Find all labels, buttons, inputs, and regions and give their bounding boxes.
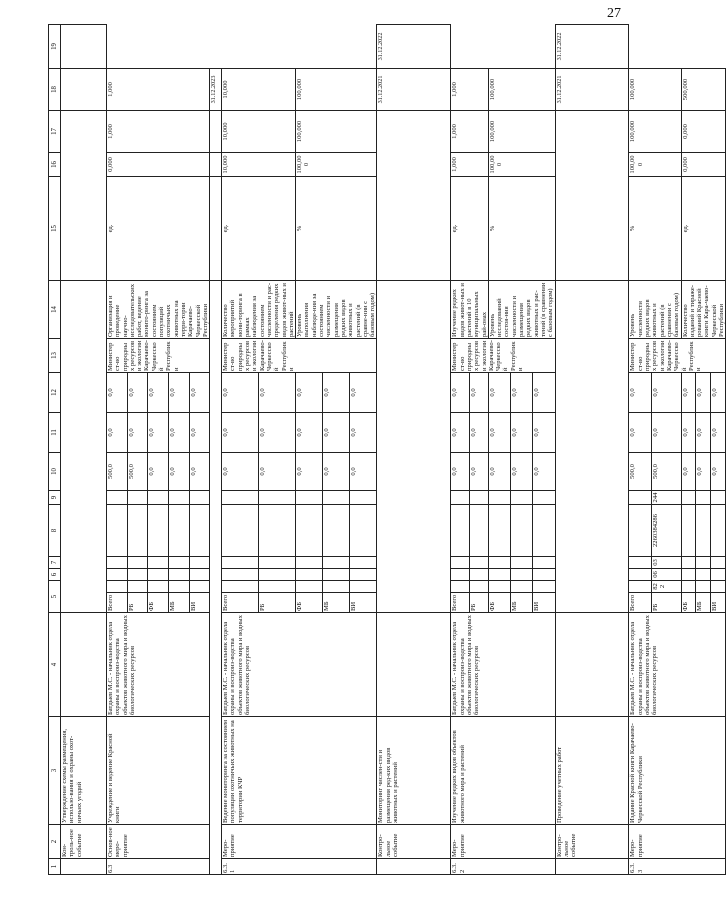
code-grbs bbox=[511, 581, 533, 593]
code-vr bbox=[533, 491, 555, 505]
unit-2: % bbox=[296, 177, 377, 281]
event-kind: Контро-льное событие bbox=[377, 825, 451, 859]
responsible: Батдыев М.С. - начальник отдела охраны и воспроиз-водства объектов животного мира и водных биологических ресурсов bbox=[629, 613, 726, 717]
value-2022: 0,0 bbox=[296, 413, 323, 453]
column-header-10: 10 bbox=[49, 453, 61, 491]
code-csr bbox=[451, 505, 470, 557]
code-grbs bbox=[107, 581, 128, 593]
date-18 bbox=[61, 25, 107, 69]
date-18: 31.12.2022 bbox=[555, 25, 629, 69]
target-2022: 1,000 bbox=[107, 111, 210, 153]
code-csr bbox=[222, 505, 259, 557]
code-vr bbox=[711, 491, 726, 505]
responsible bbox=[377, 613, 451, 717]
plan-table bbox=[48, 24, 726, 875]
value-2023: 0,0 bbox=[511, 373, 533, 413]
value-2021: 0,0 bbox=[533, 453, 555, 491]
unit-2: ед. bbox=[681, 177, 726, 281]
code-rz bbox=[629, 569, 652, 581]
code-vr bbox=[189, 491, 210, 505]
funding-source: Всего bbox=[222, 593, 259, 613]
control-event-row bbox=[555, 25, 629, 875]
date-19: 31.12.2023 bbox=[210, 69, 222, 111]
indicator: Количество мероприятий мони-торинга в рамках наблюдения за состоянием численности и рас-пределения редких видов живот-ных и растений bbox=[222, 281, 296, 339]
funding-source: МБ bbox=[696, 593, 711, 613]
code-csr bbox=[323, 505, 350, 557]
code-vr bbox=[323, 491, 350, 505]
event-kind: Контро-льное событие bbox=[555, 825, 629, 859]
value-2023: 0,0 bbox=[470, 373, 489, 413]
value-2022: 0,0 bbox=[350, 413, 377, 453]
funding-source: ВИ bbox=[350, 593, 377, 613]
value-2023: 0,0 bbox=[189, 373, 210, 413]
date-17 bbox=[210, 153, 222, 177]
value-2022: 0,0 bbox=[107, 413, 128, 453]
code-rz bbox=[511, 569, 533, 581]
value-2022: 0,0 bbox=[696, 413, 711, 453]
code-vr: 244 bbox=[652, 491, 681, 505]
column-header-14: 14 bbox=[49, 281, 61, 339]
code-vr bbox=[107, 491, 128, 505]
funding-source: МБ bbox=[168, 593, 189, 613]
event-name: Мониторинг числен-сти и размещения ред-ких видов животных и растений bbox=[377, 717, 451, 825]
code-pr bbox=[168, 557, 189, 569]
row-number: 6.3.1 bbox=[222, 859, 377, 875]
event-kind: Основ-ное меро-приятие bbox=[107, 825, 210, 859]
code-csr bbox=[189, 505, 210, 557]
row-number bbox=[61, 859, 107, 875]
code-grbs bbox=[323, 581, 350, 593]
code-grbs bbox=[451, 581, 470, 593]
value-2023: 0,0 bbox=[652, 373, 681, 413]
indicator: Изучение редких видов живот-ных и растений в 10 муниципальных рай-онах bbox=[451, 281, 488, 339]
funding-source: МБ bbox=[511, 593, 533, 613]
value-2022: 0,0 bbox=[470, 413, 489, 453]
empty-cell bbox=[555, 111, 629, 281]
date-17: 31.12.2021 bbox=[377, 69, 451, 111]
code-vr bbox=[350, 491, 377, 505]
unit: ед. bbox=[222, 177, 296, 281]
code-pr bbox=[488, 557, 510, 569]
value-2022: 0,0 bbox=[488, 413, 510, 453]
code-rz bbox=[533, 569, 555, 581]
value-2022: 0,0 bbox=[259, 413, 296, 453]
value-2021: 500,0 bbox=[629, 453, 652, 491]
date-17 bbox=[61, 69, 107, 111]
code-csr bbox=[148, 505, 169, 557]
value-2021: 500,0 bbox=[652, 453, 681, 491]
column-header-17: 17 bbox=[49, 111, 61, 153]
indicator: Уровень численности редких видов животных и растений (в сравнении с базовым годом) bbox=[629, 281, 681, 339]
value-2023: 0,0 bbox=[711, 373, 726, 413]
target-2023-b: 500,000 bbox=[681, 69, 726, 111]
responsible bbox=[555, 613, 629, 717]
executor: Министерст-во природных ресурсов и экологии Карачаево-Черкесской Республики bbox=[107, 339, 210, 373]
event-kind: Меро-приятие bbox=[629, 825, 726, 859]
date-18 bbox=[210, 111, 222, 153]
target-2023-b: 100,000 bbox=[296, 69, 377, 111]
value-2023: 0,0 bbox=[127, 373, 148, 413]
code-grbs bbox=[296, 581, 323, 593]
value-2022: 0,0 bbox=[652, 413, 681, 453]
empty-cell bbox=[210, 177, 222, 281]
code-pr bbox=[189, 557, 210, 569]
empty-cell bbox=[210, 281, 222, 875]
table-row bbox=[49, 25, 61, 875]
table-row bbox=[629, 25, 652, 875]
column-header-19: 19 bbox=[49, 25, 61, 69]
target-2022-b: 100,000 bbox=[296, 111, 377, 153]
code-grbs bbox=[148, 581, 169, 593]
code-csr bbox=[296, 505, 323, 557]
value-2023: 0,0 bbox=[296, 373, 323, 413]
date-18: 31.12.2022 bbox=[377, 25, 451, 69]
value-2022: 0,0 bbox=[127, 413, 148, 453]
value-2021: 500,0 bbox=[107, 453, 128, 491]
event-kind: Кон-троль-ное событие bbox=[61, 825, 107, 859]
table-row bbox=[210, 25, 222, 875]
code-rz bbox=[350, 569, 377, 581]
code-csr bbox=[350, 505, 377, 557]
indicator: Организация и проведение научно-исследовательских работ, ведение монито-ринга за состоянием популяций охотничьих животных на терри-тории Карачаево-Черкесской Республики bbox=[107, 281, 210, 339]
indicator-2: Количество изданий и тираже-рований Красной книги Кара-чаево-Черкесской Республики bbox=[681, 281, 726, 339]
target-2023-b: 100,000 bbox=[488, 69, 555, 111]
code-rz bbox=[323, 569, 350, 581]
page-number: 27 bbox=[607, 6, 621, 21]
column-header-9: 9 bbox=[49, 491, 61, 505]
code-grbs bbox=[350, 581, 377, 593]
responsible: Батдыев М.С. - начальник отдела охраны и воспроиз-водства объектов животного мира и водных биологических ресурсов bbox=[107, 613, 210, 717]
value-2021: 0,0 bbox=[148, 453, 169, 491]
code-vr bbox=[511, 491, 533, 505]
code-vr bbox=[451, 491, 470, 505]
value-2021: 0,0 bbox=[350, 453, 377, 491]
funding-source: Всего bbox=[107, 593, 128, 613]
code-csr bbox=[488, 505, 510, 557]
target-2022: 1,000 bbox=[451, 111, 488, 153]
value-2022: 0,0 bbox=[168, 413, 189, 453]
column-header-15: 15 bbox=[49, 177, 61, 281]
column-header-8: 8 bbox=[49, 505, 61, 557]
code-grbs bbox=[711, 581, 726, 593]
code-csr bbox=[696, 505, 711, 557]
funding-source: Всего bbox=[451, 593, 470, 613]
target-2021: 100,000 bbox=[629, 153, 681, 177]
code-grbs bbox=[222, 581, 259, 593]
code-csr bbox=[681, 505, 696, 557]
column-header-13: 13 bbox=[49, 339, 61, 373]
funding-source: ФБ bbox=[148, 593, 169, 613]
code-grbs bbox=[681, 581, 696, 593]
code-pr bbox=[629, 557, 652, 569]
code-grbs bbox=[470, 581, 489, 593]
code-pr bbox=[148, 557, 169, 569]
value-2022: 0,0 bbox=[189, 413, 210, 453]
value-2021: 0,0 bbox=[168, 453, 189, 491]
code-pr bbox=[107, 557, 128, 569]
value-2021: 0,0 bbox=[296, 453, 323, 491]
code-vr bbox=[259, 491, 296, 505]
column-header-6: 6 bbox=[49, 569, 61, 581]
measure-name: Издание Красной книги Карачаево-Черкесской Республики bbox=[629, 717, 726, 825]
value-2021: 0,0 bbox=[488, 453, 510, 491]
measure-name: Учреждение и ведение Красной книги bbox=[107, 717, 210, 825]
row-number: 6.3.3 bbox=[629, 859, 726, 875]
value-2021: 0,0 bbox=[222, 453, 259, 491]
target-2022: 10,000 bbox=[222, 111, 296, 153]
code-grbs bbox=[127, 581, 148, 593]
event-kind: Меро-приятие bbox=[451, 825, 555, 859]
empty-cell bbox=[555, 281, 629, 613]
responsible: Батдыев М.С. - начальник отдела охраны и воспроиз-водства объектов животного мира и водных биологических ресурсов bbox=[451, 613, 555, 717]
empty-cell bbox=[61, 111, 107, 281]
row-number: 6.3 bbox=[107, 859, 210, 875]
code-pr bbox=[323, 557, 350, 569]
code-rz bbox=[681, 569, 696, 581]
table-body bbox=[49, 25, 726, 875]
code-pr bbox=[470, 557, 489, 569]
value-2022: 0,0 bbox=[629, 413, 652, 453]
code-rz bbox=[148, 569, 169, 581]
column-header-5: 5 bbox=[49, 581, 61, 613]
target-2022-b: 100,000 bbox=[488, 111, 555, 153]
code-pr bbox=[350, 557, 377, 569]
target-2021-b: 0,000 bbox=[681, 153, 726, 177]
code-csr bbox=[127, 505, 148, 557]
code-csr bbox=[107, 505, 128, 557]
code-pr bbox=[127, 557, 148, 569]
measure-name: Изучение редких видов объектов животного мира и растений bbox=[451, 717, 555, 825]
target-2021: 10,000 bbox=[222, 153, 296, 177]
value-2023: 0,0 bbox=[259, 373, 296, 413]
unit-2: % bbox=[488, 177, 555, 281]
row-number: 6.3.2 bbox=[451, 859, 555, 875]
funding-source: ВИ bbox=[189, 593, 210, 613]
value-2021: 0,0 bbox=[259, 453, 296, 491]
target-2023: 1,000 bbox=[107, 69, 210, 111]
code-vr bbox=[681, 491, 696, 505]
value-2023: 0,0 bbox=[168, 373, 189, 413]
measure-name: Ведение мониторинга за состоянием популяции охотничьих животных на территории КЧР bbox=[222, 717, 377, 825]
value-2023: 0,0 bbox=[696, 373, 711, 413]
value-2023: 0,0 bbox=[488, 373, 510, 413]
value-2021: 0,0 bbox=[189, 453, 210, 491]
code-grbs bbox=[488, 581, 510, 593]
funding-source: РБ bbox=[470, 593, 489, 613]
value-2021: 0,0 bbox=[451, 453, 470, 491]
code-grbs bbox=[189, 581, 210, 593]
code-csr bbox=[168, 505, 189, 557]
event-kind: Меро-приятие bbox=[222, 825, 377, 859]
code-grbs bbox=[168, 581, 189, 593]
column-header-18: 18 bbox=[49, 69, 61, 111]
code-grbs: 822 bbox=[652, 581, 681, 593]
column-header-11: 11 bbox=[49, 413, 61, 453]
code-rz bbox=[711, 569, 726, 581]
code-vr bbox=[296, 491, 323, 505]
date-17: 31.12.2021 bbox=[555, 69, 629, 111]
value-2022: 0,0 bbox=[222, 413, 259, 453]
control-event-row bbox=[377, 25, 451, 875]
row-number bbox=[377, 859, 451, 875]
target-2022: 100,000 bbox=[629, 111, 681, 153]
value-2023: 0,0 bbox=[148, 373, 169, 413]
code-rz bbox=[296, 569, 323, 581]
indicator-2: Уровень выполнения наблюде-ния за состоянием численности и размещения редких видов животных и растений (в сравне-нии с базовым годом) bbox=[296, 281, 377, 339]
funding-source: Всего bbox=[629, 593, 652, 613]
executor: Министерст-во природных ресурсов и экологии Карачаево-Черкесской Республики bbox=[629, 339, 726, 373]
column-header-12: 12 bbox=[49, 373, 61, 413]
value-2022: 0,0 bbox=[681, 413, 696, 453]
value-2023: 0,0 bbox=[533, 373, 555, 413]
code-csr bbox=[533, 505, 555, 557]
code-rz bbox=[488, 569, 510, 581]
table-row bbox=[107, 25, 128, 875]
value-2021: 0,0 bbox=[323, 453, 350, 491]
value-2022: 0,0 bbox=[148, 413, 169, 453]
code-vr bbox=[488, 491, 510, 505]
code-csr bbox=[470, 505, 489, 557]
code-pr bbox=[296, 557, 323, 569]
row-number bbox=[555, 859, 629, 875]
funding-source: ВИ bbox=[533, 593, 555, 613]
code-rz bbox=[222, 569, 259, 581]
unit: ед. bbox=[107, 177, 210, 281]
value-2023: 0,0 bbox=[107, 373, 128, 413]
code-pr bbox=[681, 557, 696, 569]
target-2021-b: 100,000 bbox=[296, 153, 377, 177]
column-header-7: 7 bbox=[49, 557, 61, 569]
code-csr bbox=[629, 505, 652, 557]
executor: Министерст-во природных ресурсов и экологии Карачаево-Черкесской Республики bbox=[222, 339, 377, 373]
table-row bbox=[451, 25, 470, 875]
code-pr bbox=[259, 557, 296, 569]
code-vr bbox=[127, 491, 148, 505]
value-2022: 0,0 bbox=[323, 413, 350, 453]
code-vr bbox=[470, 491, 489, 505]
value-2021: 500,0 bbox=[127, 453, 148, 491]
funding-source: ФБ bbox=[296, 593, 323, 613]
target-2022-b: 0,000 bbox=[681, 111, 726, 153]
target-2021: 0,000 bbox=[107, 153, 210, 177]
code-pr bbox=[222, 557, 259, 569]
code-vr bbox=[222, 491, 259, 505]
value-2021: 0,0 bbox=[681, 453, 696, 491]
value-2021: 0,0 bbox=[711, 453, 726, 491]
responsible: Батдыев М.С. - начальник отдела охраны и воспроиз-водства объектов животного мира и водных биологических ресурсов bbox=[222, 613, 377, 717]
code-vr bbox=[696, 491, 711, 505]
target-2023: 10,000 bbox=[222, 69, 296, 111]
code-pr bbox=[711, 557, 726, 569]
value-2022: 0,0 bbox=[533, 413, 555, 453]
control-event-row bbox=[61, 25, 107, 875]
rotated-table-container bbox=[48, 32, 726, 875]
code-rz bbox=[696, 569, 711, 581]
indicator-2: Уровень исследований состоя-ния численности и размещения редких видов животных и рас-тений (в сравнении с базовым годом) bbox=[488, 281, 555, 339]
code-pr: 03 bbox=[652, 557, 681, 569]
value-2022: 0,0 bbox=[451, 413, 470, 453]
empty-cell bbox=[377, 111, 451, 281]
event-name: Проведение учетных работ bbox=[555, 717, 629, 825]
column-header-4: 4 bbox=[49, 613, 61, 717]
code-grbs bbox=[259, 581, 296, 593]
column-header-2: 2 bbox=[49, 825, 61, 859]
code-csr: 2260384286 bbox=[652, 505, 681, 557]
column-header-1: 1 bbox=[49, 859, 61, 875]
value-2023: 0,0 bbox=[629, 373, 652, 413]
target-2021-b: 100,000 bbox=[488, 153, 555, 177]
funding-source: ВИ bbox=[711, 593, 726, 613]
code-pr bbox=[511, 557, 533, 569]
code-pr bbox=[696, 557, 711, 569]
code-vr bbox=[629, 491, 652, 505]
code-rz bbox=[259, 569, 296, 581]
table-row bbox=[222, 25, 259, 875]
value-2022: 0,0 bbox=[511, 413, 533, 453]
funding-source: МБ bbox=[323, 593, 350, 613]
target-2023: 100,000 bbox=[629, 69, 681, 111]
code-rz bbox=[470, 569, 489, 581]
code-csr bbox=[259, 505, 296, 557]
value-2023: 0,0 bbox=[222, 373, 259, 413]
code-vr bbox=[148, 491, 169, 505]
code-vr bbox=[168, 491, 189, 505]
responsible bbox=[61, 613, 107, 717]
code-csr bbox=[511, 505, 533, 557]
event-name: Утверждение схемы размещения, использо-вания и охраны охот-ничьих угодий bbox=[61, 717, 107, 825]
funding-source: ФБ bbox=[488, 593, 510, 613]
value-2023: 0,0 bbox=[350, 373, 377, 413]
code-rz: 06 bbox=[652, 569, 681, 581]
value-2023: 0,0 bbox=[681, 373, 696, 413]
funding-source: ФБ bbox=[681, 593, 696, 613]
executor: Министерст-во природных ресурсов и экологии Карачаево-Черкесской Республики bbox=[451, 339, 555, 373]
code-pr bbox=[451, 557, 470, 569]
code-rz bbox=[107, 569, 128, 581]
unit: % bbox=[629, 177, 681, 281]
code-rz bbox=[189, 569, 210, 581]
value-2023: 0,0 bbox=[323, 373, 350, 413]
target-2023: 1,000 bbox=[451, 69, 488, 111]
funding-source: РБ bbox=[127, 593, 148, 613]
funding-source: РБ bbox=[259, 593, 296, 613]
column-header-16: 16 bbox=[49, 153, 61, 177]
target-2021: 1,000 bbox=[451, 153, 488, 177]
code-grbs bbox=[629, 581, 652, 593]
column-header-3: 3 bbox=[49, 717, 61, 825]
empty-cell bbox=[377, 281, 451, 613]
value-2021: 0,0 bbox=[470, 453, 489, 491]
value-2021: 0,0 bbox=[511, 453, 533, 491]
value-2023: 0,0 bbox=[451, 373, 470, 413]
code-csr bbox=[711, 505, 726, 557]
unit: ед. bbox=[451, 177, 488, 281]
value-2021: 0,0 bbox=[696, 453, 711, 491]
empty-cell bbox=[61, 281, 107, 613]
code-grbs bbox=[696, 581, 711, 593]
code-grbs bbox=[533, 581, 555, 593]
funding-source: РБ bbox=[652, 593, 681, 613]
code-rz bbox=[168, 569, 189, 581]
code-pr bbox=[533, 557, 555, 569]
code-rz bbox=[127, 569, 148, 581]
value-2022: 0,0 bbox=[711, 413, 726, 453]
code-rz bbox=[451, 569, 470, 581]
